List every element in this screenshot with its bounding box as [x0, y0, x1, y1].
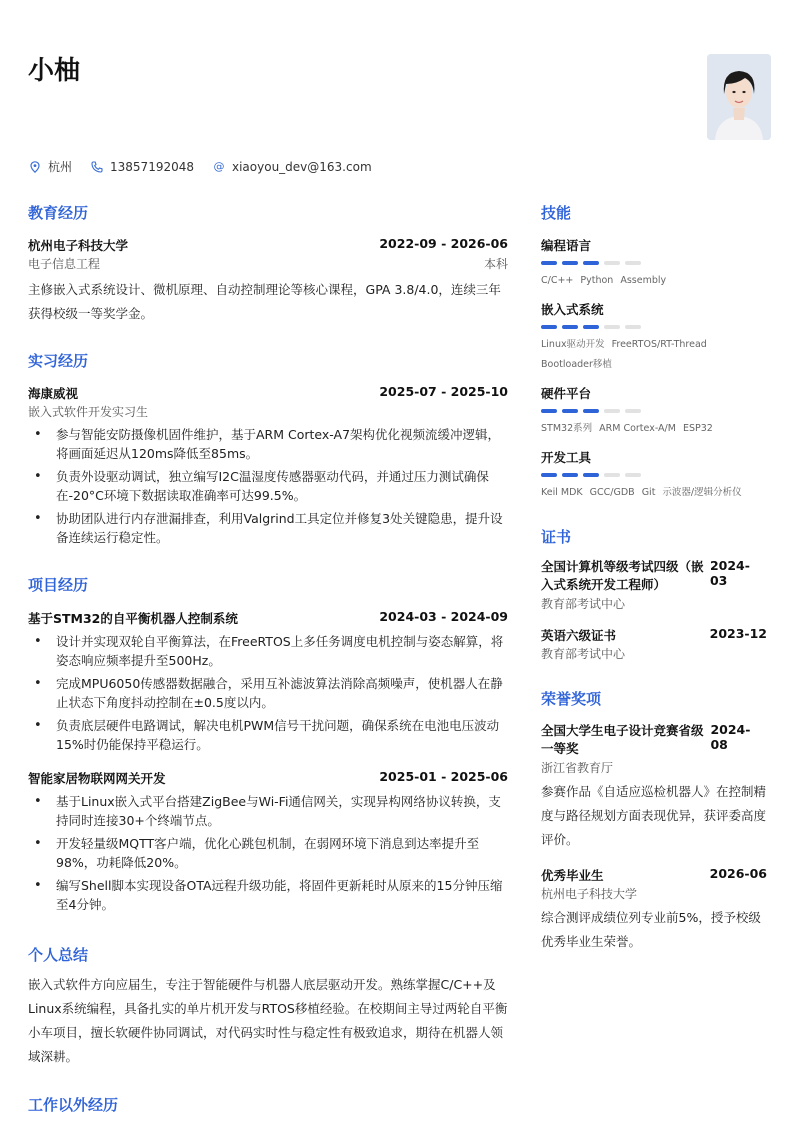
project-bullets [28, 632, 508, 754]
skill-tag: STM32系列 [541, 423, 593, 434]
skill-tag: GCC/GDB [589, 487, 635, 498]
cert-2 [541, 626, 767, 662]
project-name: 基于STM32的自平衡机器人控制系统 [28, 611, 238, 626]
contact-email [212, 160, 372, 174]
list-item: • 负责外设驱动调试，独立编写I2C温湿度传感器驱动代码，并通过压力测试确保在-20°C环境下数据读取准确率可达99.5%。 [28, 467, 508, 505]
education-period: 2022-09 - 2026-06 [379, 236, 508, 251]
list-item: • 完成MPU6050传感器数据融合，采用互补滤波算法消除高频噪声，使机器人在静止状态下角度抖动控制在±0.5度以内。 [28, 674, 508, 712]
project-name: 智能家居物联网网关开发 [28, 771, 166, 786]
skill-tag: Bootloader移植 [541, 359, 612, 370]
cert-name: 英语六级证书 [541, 628, 617, 643]
phone-text: 13857192048 [110, 159, 194, 174]
skill-group [541, 300, 767, 384]
skill-tag: Git [641, 487, 656, 498]
skill-level-bars [541, 473, 767, 477]
email-text: xiaoyou_dev@163.com [232, 159, 372, 174]
internship-period: 2025-07 - 2025-10 [379, 384, 508, 399]
skill-tag: Assembly [620, 275, 667, 286]
cert-org: 教育部考试中心 [541, 597, 626, 611]
project-2 [28, 769, 508, 918]
list-item: • 协助团队进行内存泄漏排查，利用Valgrind工具定位并修复3处关键隐患，提升设备连续运行稳定性。 [28, 509, 508, 547]
skill-bar-empty [604, 473, 620, 477]
skill-tag: ARM Cortex-A/M [599, 423, 676, 434]
project-period: 2024-03 - 2024-09 [379, 609, 508, 624]
internship-role: 嵌入式软件开发实习生 [28, 405, 149, 419]
skill-level-bars [541, 325, 767, 329]
skill-bar-empty [625, 473, 641, 477]
cert-org: 教育部考试中心 [541, 647, 626, 661]
skill-bar-filled [541, 409, 557, 413]
company-name: 海康威视 [28, 386, 79, 401]
internship-bullets [28, 425, 508, 547]
skill-bar-empty [604, 409, 620, 413]
candidate-name: 小柚 [28, 56, 81, 86]
skill-bar-empty [625, 261, 641, 265]
honors-title: 荣誉奖项 [541, 690, 602, 708]
skill-level-bars [541, 261, 767, 265]
honor-date: 2024-08 [710, 722, 751, 752]
skill-bar-empty [625, 325, 641, 329]
major: 电子信息工程 [28, 257, 101, 271]
list-item: • 参与智能安防摄像机固件维护，基于ARM Cortex-A7架构优化视频流缓冲逻辑，将画面延迟从120ms降低至85ms。 [28, 425, 508, 463]
skill-group-name: 嵌入式系统 [541, 302, 604, 317]
contact-city [28, 158, 72, 175]
summary-title: 个人总结 [28, 946, 89, 964]
list-item: • 负责底层硬件电路调试，解决电机PWM信号干扰问题，确保系统在电池电压波动15%时仍能保持平稳运行。 [28, 716, 508, 754]
location-pin-icon [28, 160, 42, 174]
honor-date: 2026-06 [709, 866, 767, 881]
skill-tag: Python [580, 275, 614, 286]
skill-bar-filled [562, 325, 578, 329]
skill-bar-filled [541, 261, 557, 265]
skill-group-name: 硬件平台 [541, 386, 592, 401]
phone-icon [90, 160, 104, 174]
skill-tag: 示波器/逻辑分析仪 [662, 487, 742, 498]
skill-tags [541, 483, 767, 503]
skill-tags [541, 419, 767, 439]
projects-title: 项目经历 [28, 576, 89, 594]
project-bullets [28, 792, 508, 914]
list-item: • 开发轻量级MQTT客户端，优化心跳包机制，在弱网环境下消息到达率提升至98%，功耗降低20%。 [28, 834, 508, 872]
internship-title: 实习经历 [28, 352, 89, 370]
honor-org: 杭州电子科技大学 [541, 887, 638, 901]
honor-desc: 综合测评成绩位列专业前5%，授予校级优秀毕业生荣誉。 [541, 910, 761, 949]
skill-bar-filled [583, 473, 599, 477]
skill-level-bars [541, 409, 767, 413]
cert-1 [541, 558, 767, 612]
project-period: 2025-01 - 2025-06 [379, 769, 508, 784]
skill-bar-filled [583, 261, 599, 265]
at-sign-icon: @ [213, 160, 225, 173]
list-item: • 基于Linux嵌入式平台搭建ZigBee与Wi-Fi通信网关，实现异构网络协议转换，支持同时连接30+个终端节点。 [28, 792, 508, 830]
honor-1 [541, 722, 767, 852]
skill-bar-empty [625, 409, 641, 413]
honor-org: 浙江省教育厅 [541, 761, 614, 775]
skill-tag: Keil MDK [541, 487, 583, 498]
city-text: 杭州 [48, 160, 73, 174]
internship-section [28, 384, 508, 551]
contact-phone [90, 160, 194, 174]
skills-section [541, 236, 767, 512]
summary-text: 嵌入式软件方向应届生，专注于智能硬件与机器人底层驱动开发。熟练掌握C/C++及Linux系统编程，具备扎实的单片机开发与RTOS移植经验。在校期间主导过两轮自平衡小车项目，擅长软硬件协同调试，对代码实时性与稳定性有极致追求，期待在机器人领域深耕。 [28, 977, 508, 1064]
school-name: 杭州电子科技大学 [28, 238, 129, 253]
profile-photo [707, 54, 771, 140]
honor-desc: 参赛作品《自适应巡检机器人》在控制精度与路径规划方面表现优异，获评委高度评价。 [541, 784, 767, 847]
list-item: • 设计并实现双轮自平衡算法，在FreeRTOS上多任务调度电机控制与姿态解算，将姿态响应频率提升至500Hz。 [28, 632, 508, 670]
skill-tag: Linux驱动开发 [541, 339, 605, 350]
contact-bar [28, 158, 390, 175]
skill-bar-empty [604, 325, 620, 329]
skills-title: 技能 [541, 204, 572, 222]
education-desc: 主修嵌入式系统设计、微机原理、自动控制理论等核心课程，GPA 3.8/4.0，连续三年获得校级一等奖学金。 [28, 282, 501, 321]
cert-name: 全国计算机等级考试四级（嵌入式系统开发工程师） [541, 559, 704, 592]
skill-bar-filled [583, 409, 599, 413]
skill-tags [541, 271, 767, 291]
list-item: • 编写Shell脚本实现设备OTA远程升级功能，将固件更新耗时从原来的15分钟压缩至4分钟。 [28, 876, 508, 914]
honor-2 [541, 866, 767, 954]
project-1 [28, 609, 508, 758]
skill-tags [541, 335, 767, 375]
skill-group [541, 236, 767, 300]
certs-title: 证书 [541, 528, 572, 546]
skill-group-name: 编程语言 [541, 238, 592, 253]
education-section [28, 236, 508, 326]
honor-name: 优秀毕业生 [541, 868, 604, 883]
education-title: 教育经历 [28, 204, 89, 222]
skill-bar-empty [604, 261, 620, 265]
skill-group-name: 开发工具 [541, 450, 592, 465]
skill-bar-filled [562, 409, 578, 413]
skill-bar-filled [562, 261, 578, 265]
honor-name: 全国大学生电子设计竞赛省级一等奖 [541, 723, 704, 756]
skill-tag: FreeRTOS/RT-Thread [611, 339, 707, 350]
cert-date: 2023-12 [709, 626, 767, 641]
cert-date: 2024-03 [709, 558, 750, 588]
other-experience-title: 工作以外经历 [28, 1096, 119, 1114]
skill-group [541, 384, 767, 448]
skill-bar-filled [583, 325, 599, 329]
skill-bar-filled [562, 473, 578, 477]
skill-group [541, 448, 767, 512]
skill-bar-filled [541, 473, 557, 477]
skill-tag: ESP32 [682, 423, 713, 434]
skill-bar-filled [541, 325, 557, 329]
degree: 本科 [483, 257, 508, 271]
skill-tag: C/C++ [541, 275, 574, 286]
